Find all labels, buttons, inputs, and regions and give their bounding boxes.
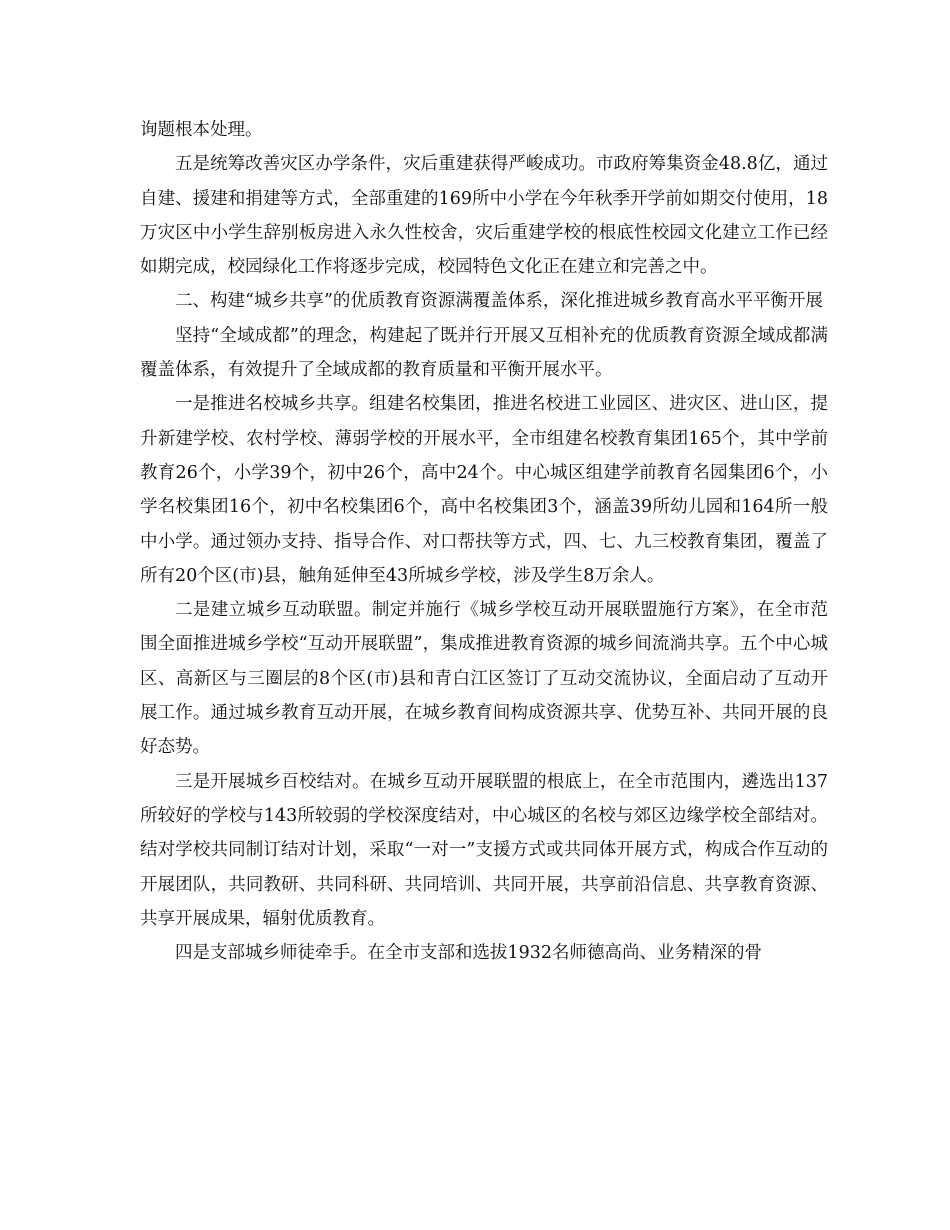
paragraph-7: 四是支部城乡师徒牵手。在全市支部和选拔1932名师德高尚、业务精深的骨: [175, 943, 763, 964]
paragraph-2: 五是统筹改善灾区办学条件，灾后重建获得严峻成功。市政府筹集资金48.8亿，通过自建、援建和捐建等方式，全部重建的169所中小学在今年秋季开学前如期交付使用，18万灾区中小学生辞别板房进入永久性校舍，灾后重建学校的根底性校园文化建立工作已经如期完成，校园绿化工作将逐步完成，校园特色文化正在建立和完善之中。: [140, 154, 828, 278]
document-body: [140, 113, 828, 970]
paragraph-3: 坚持“全域成都”的理念，构建起了既并行开展又互相补充的优质教育资源全域成都满覆盖体系，有效提升了全域成都的教育质量和平衡开展水平。: [140, 325, 828, 381]
paragraph-1: 询题根本处理。: [140, 120, 263, 140]
section-heading: 二、构建“城乡共享”的优质教育资源满覆盖体系，深化推进城乡教育高水平平衡开展: [175, 291, 823, 312]
paragraph-5: 二是建立城乡互动联盟。制定并施行《城乡学校互动开展联盟施行方案》，在全市范围全面推进城乡学校“互动开展联盟”，集成推进教育资源的城乡间流淌共享。五个中心城区、高新区与三圈层的8个区(市)县和青白江区签订了互动交流协议，全面启动了互动开展工作。通过城乡教育互动开展，在城乡教育间构成资源共享、优势互补、共同开展的良好态势。: [140, 600, 828, 758]
paragraph-4: 一是推进名校城乡共享。组建名校集团，推进名校进工业园区、进灾区、进山区，提升新建学校、农村学校、薄弱学校的开展水平，全市组建名校教育集团165个，其中学前教育26个，小学39个，初中26个，高中24个。中心城区组建学前教育名园集团6个，小学名校集团16个，初中名校集团6个，高中名校集团3个，涵盖39所幼儿园和164所一般中小学。通过领办支持、指导合作、对口帮扶等方式，四、七、九三校教育集团，覆盖了所有20个区(市)县，触角延伸至43所城乡学校，涉及学生8万余人。: [140, 394, 828, 586]
paragraph-6: 三是开展城乡百校结对。在城乡互动开展联盟的根底上，在全市范围内，遴选出137所较好的学校与143所较弱的学校深度结对，中心城区的名校与郊区边缘学校全部结对。结对学校共同制订结对计划，采取“一对一”支援方式或共同体开展方式，构成合作互动的开展团队，共同教研、共同科研、共同培训、共同开展，共享前沿信息、共享教育资源、共享开展成果，辐射优质教育。: [140, 771, 828, 929]
